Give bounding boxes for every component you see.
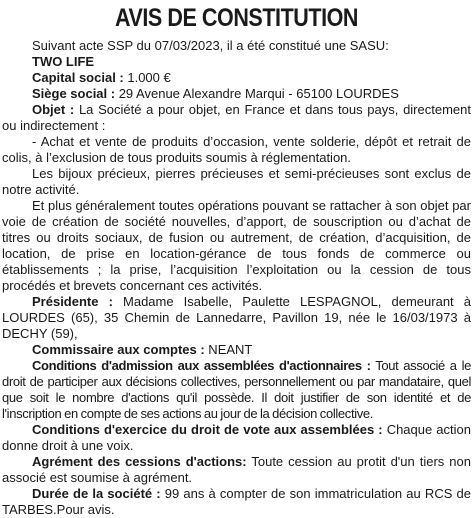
cessions-value: Toute cession au protit d'un tiers non associé est soumise à agrément. <box>2 454 471 485</box>
objet-item: - Achat et vente de produits d’occasion, vente solderie, dépôt et retrait de colis, à l’exclusion de tous produits soumis à réglementation. <box>2 134 471 165</box>
vote-label: Conditions d'exercice du droit de vote aux assemblées : <box>32 422 383 437</box>
objet-exclusion: Les bijoux précieux, pierres précieuses et semi-précieuses sont exclus de notre activité. <box>2 166 471 197</box>
company-name-value: TWO LIFE <box>32 54 95 69</box>
duree-paragraph <box>2 486 471 518</box>
notice-title: AVIS DE CONSTITUTION <box>114 4 359 32</box>
duree-value: 99 ans à compter de son immatriculation au RCS de TARBES.Pour avis. <box>2 486 471 517</box>
cessions-label: Agrément des cessions d'actions: <box>32 454 247 469</box>
objet-paragraph <box>2 102 471 134</box>
capital-label: Capital social : <box>32 70 124 85</box>
admission-label: Conditions d'admission aux assemblées d'actionnaires : <box>32 358 371 373</box>
duree-label: Durée de la société : <box>32 486 161 501</box>
commissaire-value: NEANT <box>204 342 253 357</box>
capital-value: 1.000 € <box>123 70 171 85</box>
presidente-paragraph <box>2 294 471 342</box>
admission-paragraph <box>2 358 471 422</box>
objet-label: Objet : <box>32 102 75 117</box>
objet-value: La Société a pour objet, en France et dans tous pays, directement ou indirectement : <box>2 102 471 133</box>
capital-line <box>2 70 471 86</box>
company-name <box>2 54 471 70</box>
commissaire-label: Commissaire aux comptes : <box>32 342 205 357</box>
siege-label: Siège social : <box>32 86 116 101</box>
siege-line <box>2 86 471 102</box>
presidente-label: Présidente : <box>32 294 113 309</box>
siege-value: 29 Avenue Alexandre Marqui - 65100 LOURDES <box>115 86 399 101</box>
intro-text: Suivant acte SSP du 07/03/2023, il a été constitué une SASU: <box>32 38 389 53</box>
commissaire-line <box>2 342 471 358</box>
vote-value: Chaque action donne droit à une voix. <box>2 422 471 453</box>
objet-general: Et plus généralement toutes opérations pouvant se rattacher à son objet par voie de création de société nouvelles, d’apport, de souscription ou d’achat de titres ou droits sociaux, de fusion ou autrement, de création, d’acquisition, de location, de prise en location-gérance de tous fonds de commerce ou établissements ; la prise, l’acquisition l’exploitation ou la cession de tous procédés et brevets concernant ces activités. <box>2 198 471 293</box>
cessions-paragraph <box>2 454 471 486</box>
admission-value: Tout associé a le droit de participer aux décisions collectives, personnellement ou par mandataire, quel que soit le nombre d'actions qu'il possède. Il doit justifier de son identité et de l'inscription en compte de ses actions au jour de la décision collective. <box>2 358 471 421</box>
vote-paragraph <box>2 422 471 454</box>
presidente-value: Madame Isabelle, Paulette LESPAGNOL, demeurant à LOURDES (65), 35 Chemin de Lannedarre, Pavillon 19, née le 16/03/1973 à DECHY (59), <box>2 294 471 341</box>
